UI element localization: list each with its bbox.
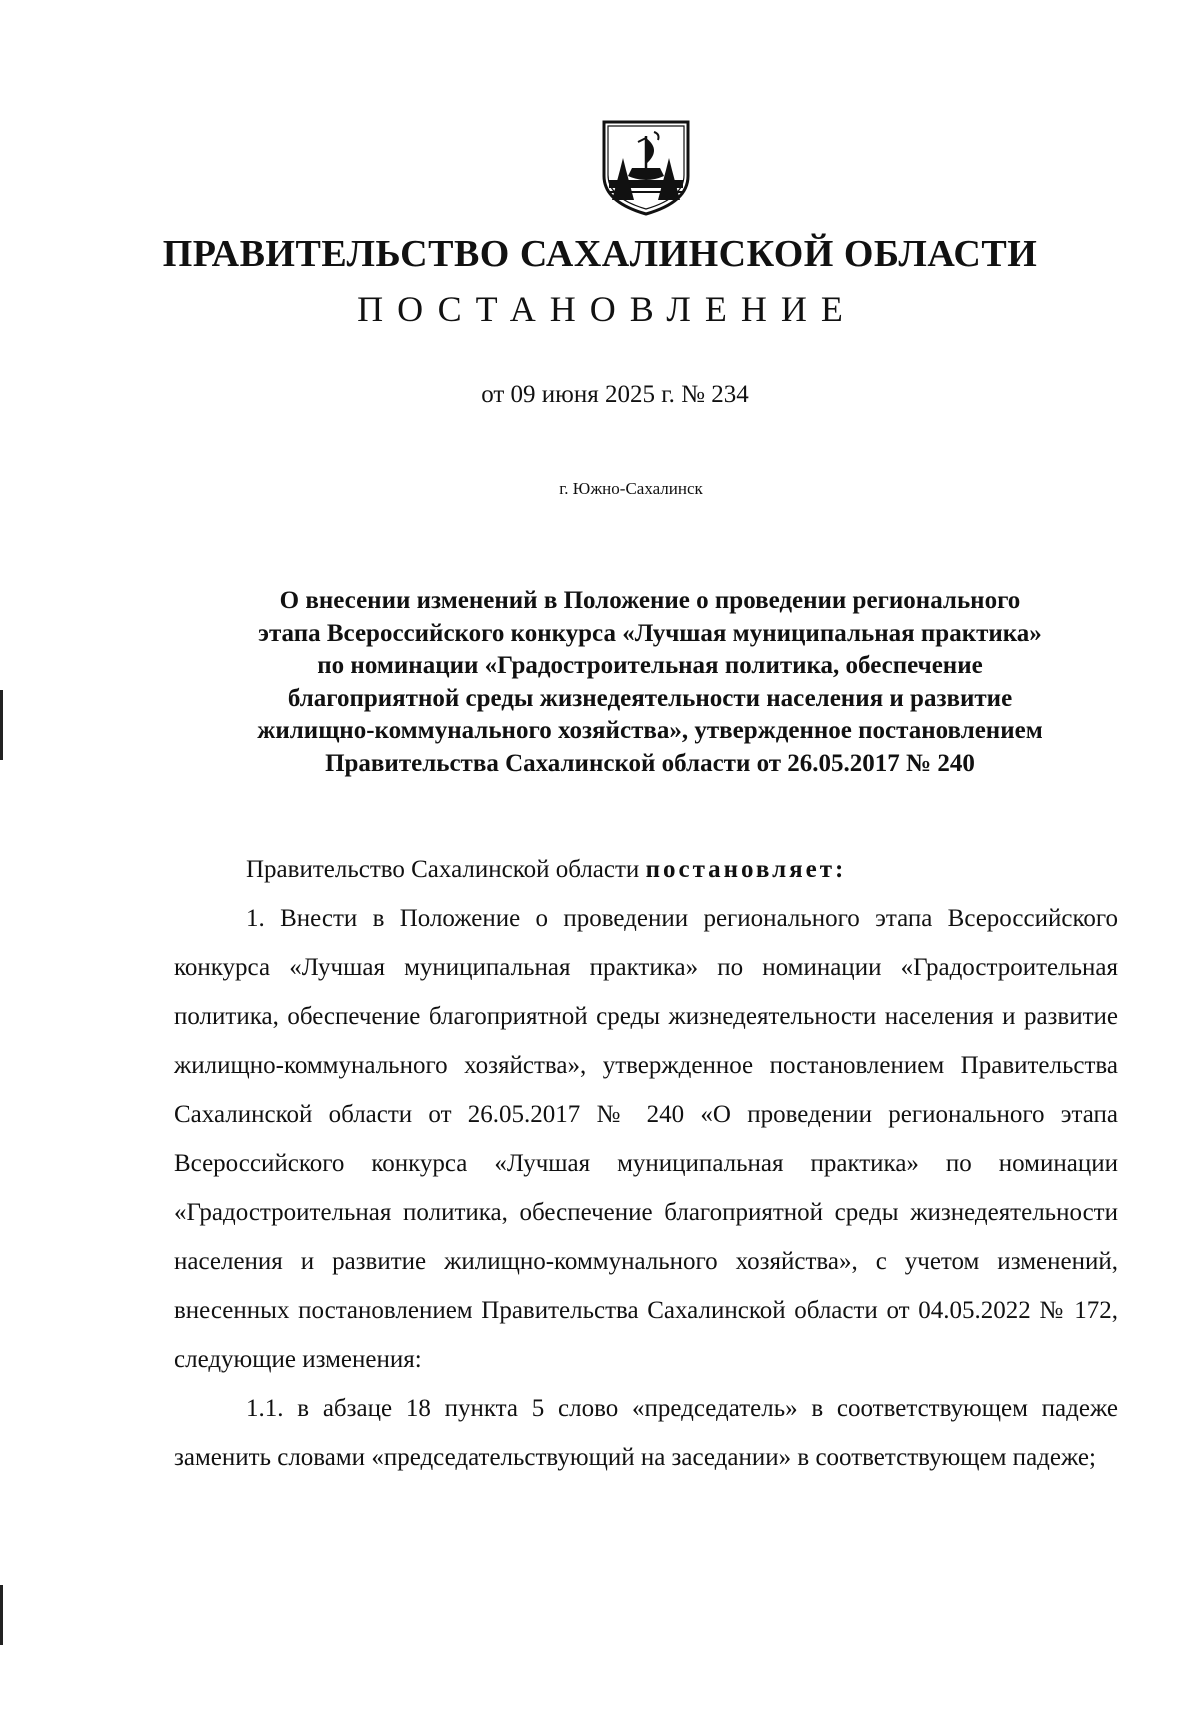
subject-line: этапа Всероссийского конкурса «Лучшая муниципальная практика» xyxy=(258,619,1042,647)
subject-line: жилищно-коммунального хозяйства», утвержденное постановлением xyxy=(257,717,1043,744)
subject-line: по номинации «Градостроительная политика, обеспечение xyxy=(317,652,983,679)
intro-text: Правительство Сахалинской области xyxy=(246,856,646,883)
document-date-number: от 09 июня 2025 г. № 234 xyxy=(481,381,749,408)
resolution-intro xyxy=(174,845,1118,894)
scan-edge-mark xyxy=(0,690,3,760)
resolution-item-1: 1. Внести в Положение о проведении регионального этапа Всероссийского конкурса «Лучшая муниципальная практика» по номинации «Градостроительная политика, обеспечение благоприятной среды жизнедеятельности населения и развитие жилищно-коммунального хозяйства», утвержденное постановлением Правительства Сахалинской области от 26.05.2017 № 240 «О проведении регионального этапа Всероссийского конкурса «Лучшая муниципальная практика» по номинации «Градостроительная политика, обеспечение благоприятной среды жизнедеятельности населения и развитие жилищно-коммунального хозяйства», с учетом изменений, внесенных постановлением Правительства Сахалинской области от 04.05.2022 № 172, следующие изменения: xyxy=(174,905,1118,1373)
government-title: ПРАВИТЕЛЬСТВО САХАЛИНСКОЙ ОБЛАСТИ xyxy=(162,233,1038,275)
subject-line: Правительства Сахалинской области от 26.05.2017 № 240 xyxy=(325,749,975,777)
document-body xyxy=(174,845,1118,1482)
resolution-item-1-1: 1.1. в абзаце 18 пункта 5 слово «председатель» в соответствующем падеже заменить словами «председательствующий на заседании» в соответствующем падеже; xyxy=(174,1395,1118,1471)
sakhalin-coat-of-arms-icon xyxy=(598,118,694,218)
subject-line: благоприятной среды жизнедеятельности населения и развитие xyxy=(287,684,1013,712)
intro-resolves-word: постановляет: xyxy=(645,856,847,883)
document-type: ПОСТАНОВЛЕНИЕ xyxy=(357,289,857,329)
document-place: г. Южно-Сахалинск xyxy=(559,479,703,498)
scan-edge-mark xyxy=(0,1585,3,1645)
subject-line: О внесении изменений в Положение о проведении регионального xyxy=(279,587,1021,614)
document-subject xyxy=(175,585,1125,780)
